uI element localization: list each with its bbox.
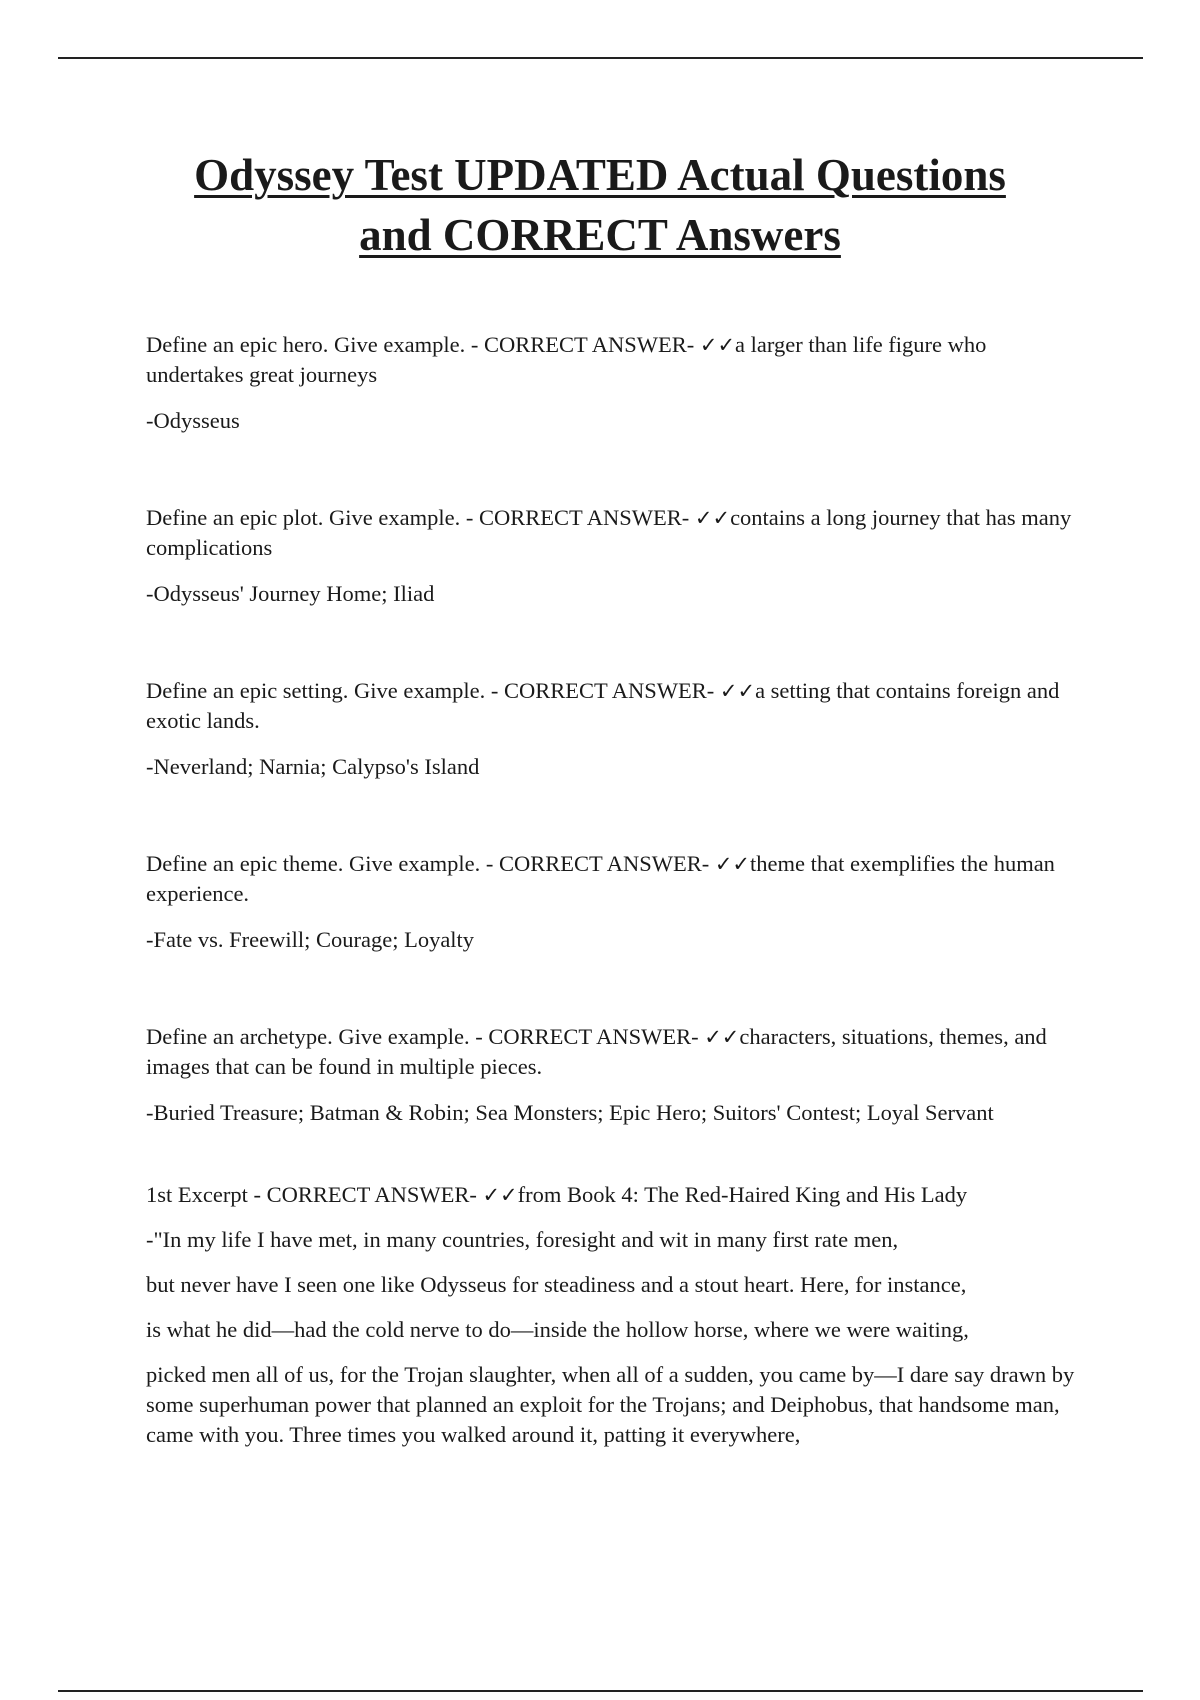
top-rule xyxy=(58,57,1143,59)
qa-example: -Fate vs. Freewill; Courage; Loyalty xyxy=(146,927,475,952)
qa-question: Define an epic theme. Give example. - CORRECT ANSWER- ✓✓theme that exemplifies the human experience. xyxy=(146,851,1055,906)
title-line-1: Odyssey Test UPDATED Actual Questions xyxy=(194,150,1006,200)
check-icon: ✓✓ xyxy=(719,679,756,703)
excerpt-line: is what he did—had the cold nerve to do—inside the hollow horse, where we were waiting, xyxy=(146,1317,969,1342)
excerpt-line: -"In my life I have met, in many countries, foresight and wit in many first rate men, xyxy=(146,1227,899,1252)
document-body xyxy=(146,330,1076,1450)
qa-item xyxy=(146,849,1076,955)
qa-example: -Odysseus' Journey Home; Iliad xyxy=(146,581,435,606)
excerpt-line: but never have I seen one like Odysseus for steadiness and a stout heart. Here, for instance, xyxy=(146,1272,967,1297)
bottom-rule xyxy=(58,1690,1143,1692)
qa-item xyxy=(146,1022,1076,1128)
qa-question: Define an archetype. Give example. - CORRECT ANSWER- ✓✓characters, situations, themes, and images that can be found in multiple pieces. xyxy=(146,1024,1047,1079)
title-line-2: and CORRECT Answers xyxy=(359,210,841,260)
qa-example: -Buried Treasure; Batman & Robin; Sea Monsters; Epic Hero; Suitors' Contest; Loyal Servant xyxy=(146,1100,994,1125)
excerpt-line: picked men all of us, for the Trojan slaughter, when all of a sudden, you came by—I dare say drawn by some superhuman power that planned an exploit for the Trojans; and Deiphobus, that handsome man, came with you. Three times you walked around it, patting it everywhere, xyxy=(146,1362,1075,1447)
check-icon: ✓✓ xyxy=(482,1183,518,1207)
qa-question: Define an epic hero. Give example. - CORRECT ANSWER- ✓✓a larger than life figure who undertakes great journeys xyxy=(146,332,987,387)
qa-item xyxy=(146,503,1076,609)
document-title xyxy=(60,145,1140,265)
qa-item xyxy=(146,330,1076,436)
qa-item xyxy=(146,676,1076,782)
qa-question: Define an epic setting. Give example. - CORRECT ANSWER- ✓✓a setting that contains foreign and exotic lands. xyxy=(146,678,1060,733)
qa-question: Define an epic plot. Give example. - CORRECT ANSWER- ✓✓contains a long journey that has many complications xyxy=(146,505,1072,560)
excerpt-question: 1st Excerpt - CORRECT ANSWER- ✓✓from Book 4: The Red-Haired King and His Lady xyxy=(146,1182,968,1207)
check-icon: ✓✓ xyxy=(704,1025,740,1049)
check-icon: ✓✓ xyxy=(714,852,751,876)
qa-example: -Odysseus xyxy=(146,408,240,433)
excerpt-item xyxy=(146,1180,1076,1450)
check-icon: ✓✓ xyxy=(694,506,731,530)
qa-example: -Neverland; Narnia; Calypso's Island xyxy=(146,754,480,779)
check-icon: ✓✓ xyxy=(699,333,736,357)
